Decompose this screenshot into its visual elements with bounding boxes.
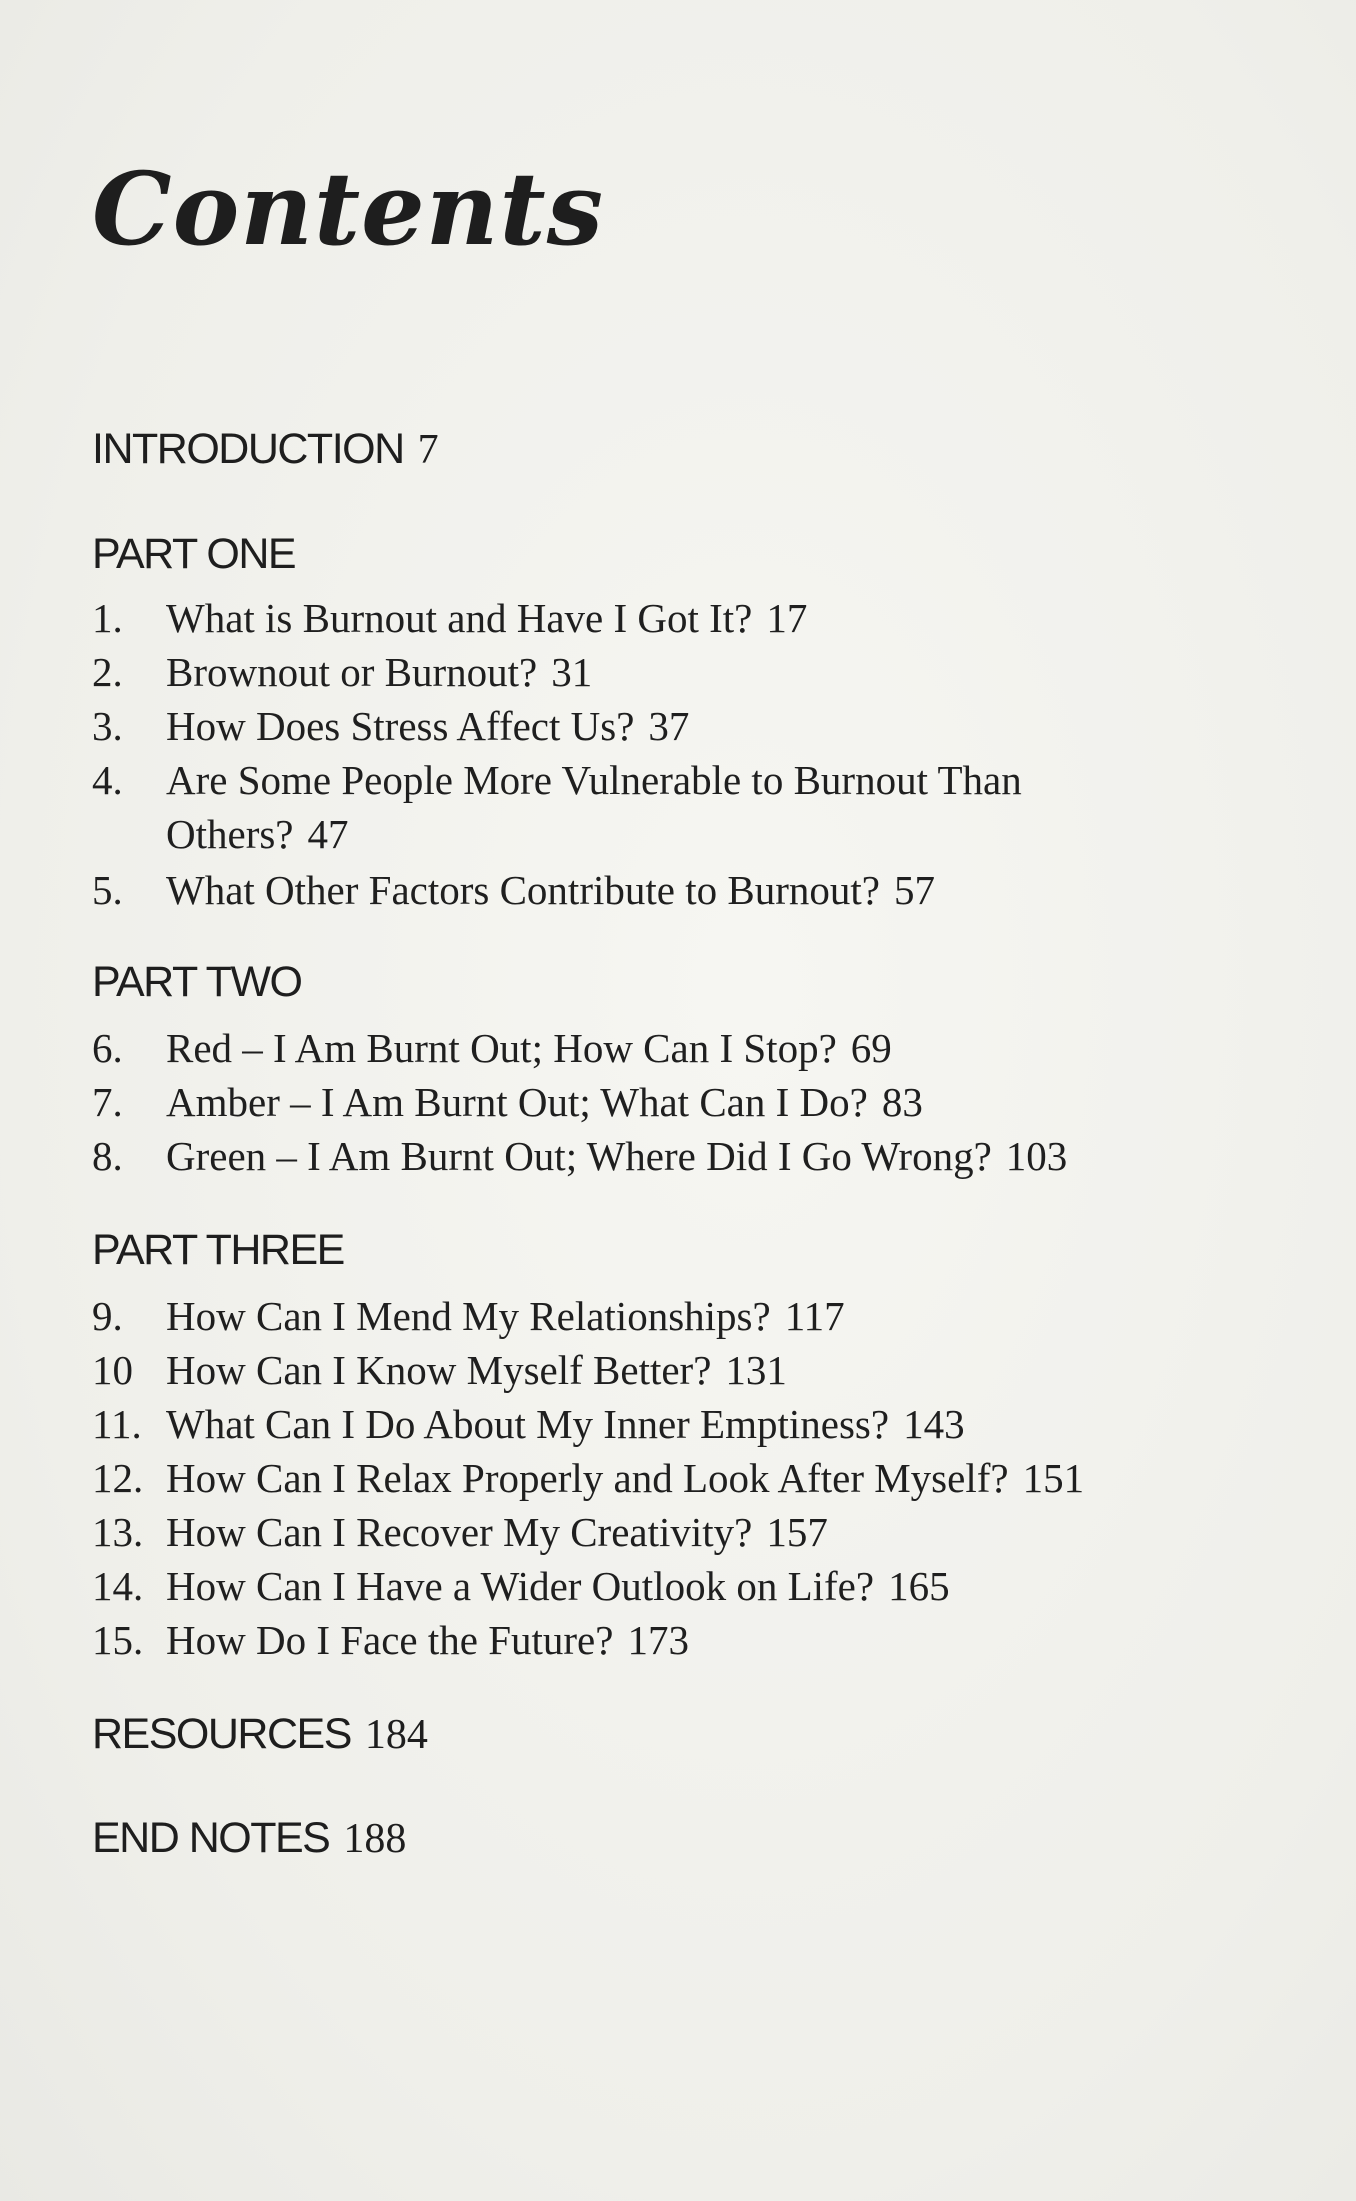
chapter-title-continued: Others? [166, 811, 294, 857]
chapter-page: 131 [725, 1347, 787, 1393]
chapter-title: Brownout or Burnout? [166, 649, 538, 695]
chapter-page: 47 [307, 811, 349, 857]
toc-chapter-1 [92, 594, 807, 642]
chapter-number: 5. [92, 867, 123, 913]
chapter-page: 57 [893, 867, 935, 913]
chapter-number: 12. [92, 1455, 144, 1501]
toc-chapter-7 [92, 1078, 923, 1126]
chapter-number: 2. [92, 649, 123, 695]
chapter-title: How Can I Have a Wider Outlook on Life? [166, 1563, 875, 1609]
chapter-page: 117 [784, 1293, 845, 1339]
chapter-number: 3. [92, 703, 123, 749]
chapter-page: 17 [766, 595, 808, 641]
toc-chapter-6 [92, 1024, 892, 1072]
toc-chapter-12 [92, 1454, 1084, 1502]
chapter-page: 173 [627, 1617, 689, 1663]
toc-part-one: PART ONE [92, 530, 296, 578]
page-title: Contents [92, 150, 605, 268]
toc-chapter-8 [92, 1132, 1067, 1180]
toc-chapter-13 [92, 1508, 828, 1556]
chapter-title: How Can I Recover My Creativity? [166, 1509, 753, 1555]
toc-end-notes [92, 1814, 406, 1863]
toc-chapter-10 [92, 1346, 787, 1394]
toc-label: END NOTES [92, 1814, 330, 1862]
toc-chapter-4-continued [166, 810, 349, 858]
chapter-title: What Can I Do About My Inner Emptiness? [166, 1401, 890, 1447]
chapter-page: 31 [551, 649, 593, 695]
chapter-page: 37 [648, 703, 690, 749]
chapter-number: 8. [92, 1133, 123, 1179]
chapter-number: 4. [92, 757, 123, 803]
chapter-title: Green – I Am Burnt Out; Where Did I Go Wrong? [166, 1133, 992, 1179]
chapter-page: 83 [881, 1079, 923, 1125]
toc-page-number: 7 [417, 427, 439, 473]
toc-chapter-9 [92, 1292, 845, 1340]
toc-chapter-3 [92, 702, 689, 750]
toc-part-two: PART TWO [92, 958, 302, 1006]
chapter-page: 165 [888, 1563, 950, 1609]
toc-chapter-4 [92, 756, 1022, 804]
toc-chapter-2 [92, 648, 592, 696]
toc-label: RESOURCES [92, 1710, 351, 1758]
chapter-title: What is Burnout and Have I Got It? [166, 595, 753, 641]
chapter-page: 151 [1022, 1455, 1085, 1501]
toc-introduction [92, 425, 439, 474]
toc-page-number: 188 [343, 1816, 407, 1862]
chapter-number: 11. [92, 1401, 142, 1447]
chapter-title: Red – I Am Burnt Out; How Can I Stop? [166, 1025, 837, 1071]
chapter-title: How Can I Relax Properly and Look After Myself? [166, 1455, 1009, 1501]
chapter-number: 10 [92, 1347, 133, 1393]
toc-label: INTRODUCTION [92, 425, 404, 473]
toc-resources [92, 1710, 428, 1759]
chapter-number: 9. [92, 1293, 123, 1339]
toc-page-number: 184 [364, 1712, 428, 1758]
chapter-title: Amber – I Am Burnt Out; What Can I Do? [166, 1079, 868, 1125]
chapter-title: How Can I Know Myself Better? [166, 1347, 712, 1393]
chapter-number: 13. [92, 1509, 144, 1555]
chapter-title: How Do I Face the Future? [166, 1617, 614, 1663]
chapter-number: 7. [92, 1079, 123, 1125]
chapter-page: 157 [766, 1509, 828, 1555]
toc-part-three: PART THREE [92, 1226, 344, 1274]
toc-chapter-14 [92, 1562, 950, 1610]
chapter-number: 14. [92, 1563, 144, 1609]
toc-chapter-15 [92, 1616, 689, 1664]
toc-chapter-11 [92, 1400, 965, 1448]
chapter-page: 69 [850, 1025, 892, 1071]
chapter-title: Are Some People More Vulnerable to Burnout Than [166, 757, 1022, 803]
chapter-number: 6. [92, 1025, 123, 1071]
chapter-page: 103 [1005, 1133, 1068, 1179]
chapter-title: How Can I Mend My Relationships? [166, 1293, 771, 1339]
chapter-page: 143 [903, 1401, 965, 1447]
chapter-title: How Does Stress Affect Us? [166, 703, 635, 749]
chapter-title: What Other Factors Contribute to Burnout? [166, 867, 880, 913]
chapter-number: 15. [92, 1617, 144, 1663]
toc-chapter-5 [92, 866, 935, 914]
chapter-number: 1. [92, 595, 123, 641]
